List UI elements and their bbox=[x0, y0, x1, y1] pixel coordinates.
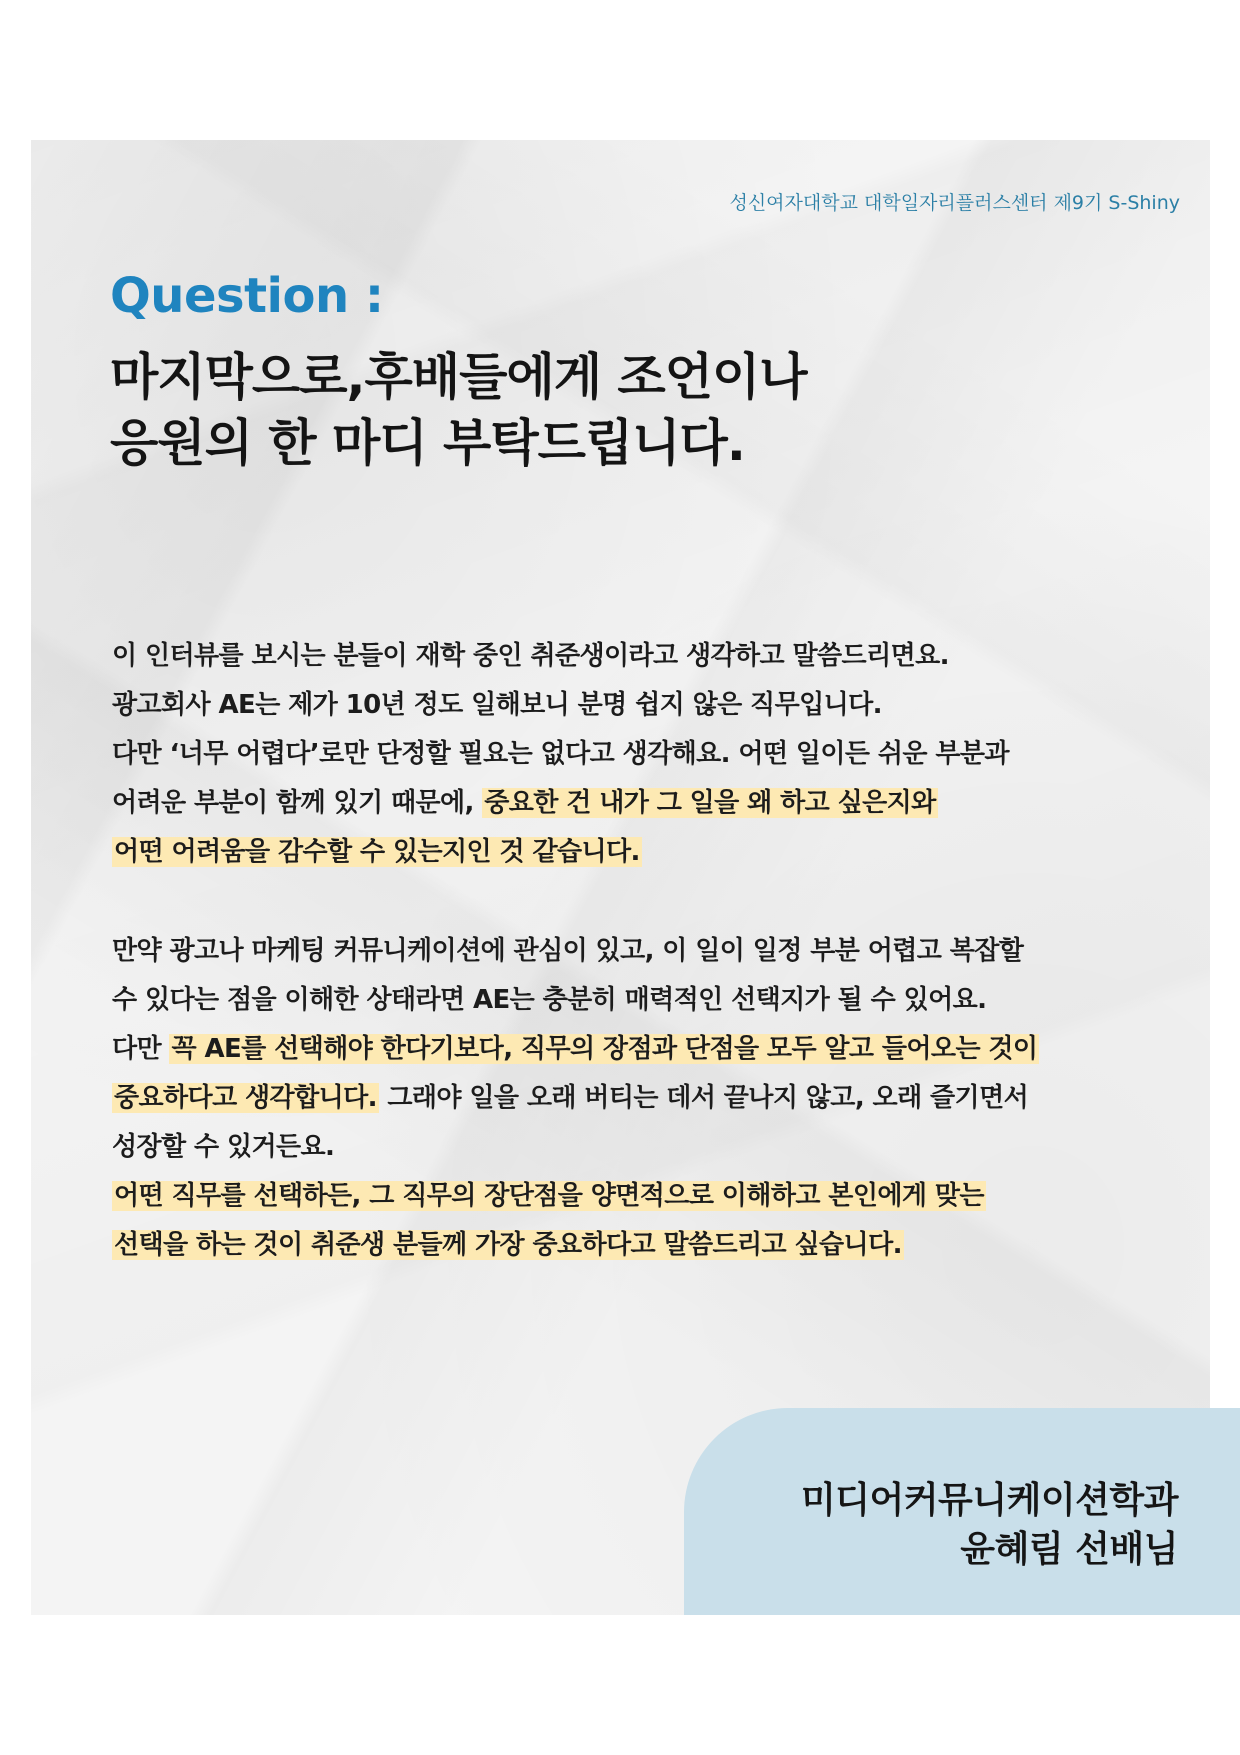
answer-line bbox=[112, 779, 1152, 828]
answer-line: 광고회사 AE는 제가 10년 정도 일해보니 분명 쉽지 않은 직무입니다. bbox=[112, 690, 882, 720]
answer-line bbox=[112, 1172, 1152, 1221]
answer-line bbox=[112, 1221, 1152, 1270]
answer-text: 다만 bbox=[112, 1034, 170, 1064]
highlighted-text: 어떤 어려움을 감수할 수 있는지인 것 같습니다. bbox=[114, 837, 640, 867]
highlighted-text: 꼭 AE를 선택해야 한다기보다, 직무의 장점과 단점을 모두 알고 들어오는 것이 bbox=[171, 1034, 1038, 1064]
answer-text: 그래야 일을 오래 버티는 데서 끝나지 않고, 오래 즐기면서 bbox=[378, 1083, 1029, 1113]
answer-line: 만약 광고나 마케팅 커뮤니케이션에 관심이 있고, 이 일이 일정 부분 어렵고 복잡할 bbox=[112, 936, 1024, 966]
question-title-line: 응원의 한 마디 부탁드립니다. bbox=[110, 414, 745, 472]
answer-paragraph-2 bbox=[112, 927, 1152, 1270]
highlighted-text: 중요한 건 내가 그 일을 왜 하고 싶은지와 bbox=[484, 788, 936, 818]
answer-text: 어려운 부분이 함께 있기 때문에, bbox=[112, 788, 483, 818]
highlighted-text: 어떤 직무를 선택하든, 그 직무의 장단점을 양면적으로 이해하고 본인에게 맞는 bbox=[114, 1181, 984, 1211]
profile-name: 윤혜림 선배님 bbox=[960, 1529, 1178, 1570]
highlighted-text: 선택을 하는 것이 취준생 분들께 가장 중요하다고 말씀드리고 싶습니다. bbox=[114, 1230, 902, 1260]
highlighted-text: 중요하다고 생각합니다. bbox=[114, 1083, 377, 1113]
answer-line: 다만 ‘너무 어렵다’로만 단정할 필요는 없다고 생각해요. 어떤 일이든 쉬운 부분과 bbox=[112, 739, 1009, 769]
answer-line: 이 인터뷰를 보시는 분들이 재학 중인 취준생이라고 생각하고 말씀드리면요. bbox=[112, 641, 949, 671]
answer-line bbox=[112, 1025, 1152, 1074]
answer-line bbox=[112, 828, 1152, 877]
answer-paragraph-1 bbox=[112, 632, 1152, 877]
profile-department: 미디어커뮤니케이션학과 bbox=[800, 1480, 1178, 1521]
answer-line: 수 있다는 점을 이해한 상태라면 AE는 충분히 매력적인 선택지가 될 수 있어요. bbox=[112, 985, 987, 1015]
answer-line: 성장할 수 있거든요. bbox=[112, 1132, 335, 1162]
answer-line bbox=[112, 1074, 1152, 1123]
question-title bbox=[110, 344, 1110, 476]
organization-label: 성신여자대학교 대학일자리플러스센터 제9기 S-Shiny bbox=[729, 192, 1180, 214]
answer-body bbox=[112, 632, 1152, 1270]
question-label: Question : bbox=[110, 268, 384, 324]
question-title-line: 마지막으로,후배들에게 조언이나 bbox=[110, 348, 807, 406]
